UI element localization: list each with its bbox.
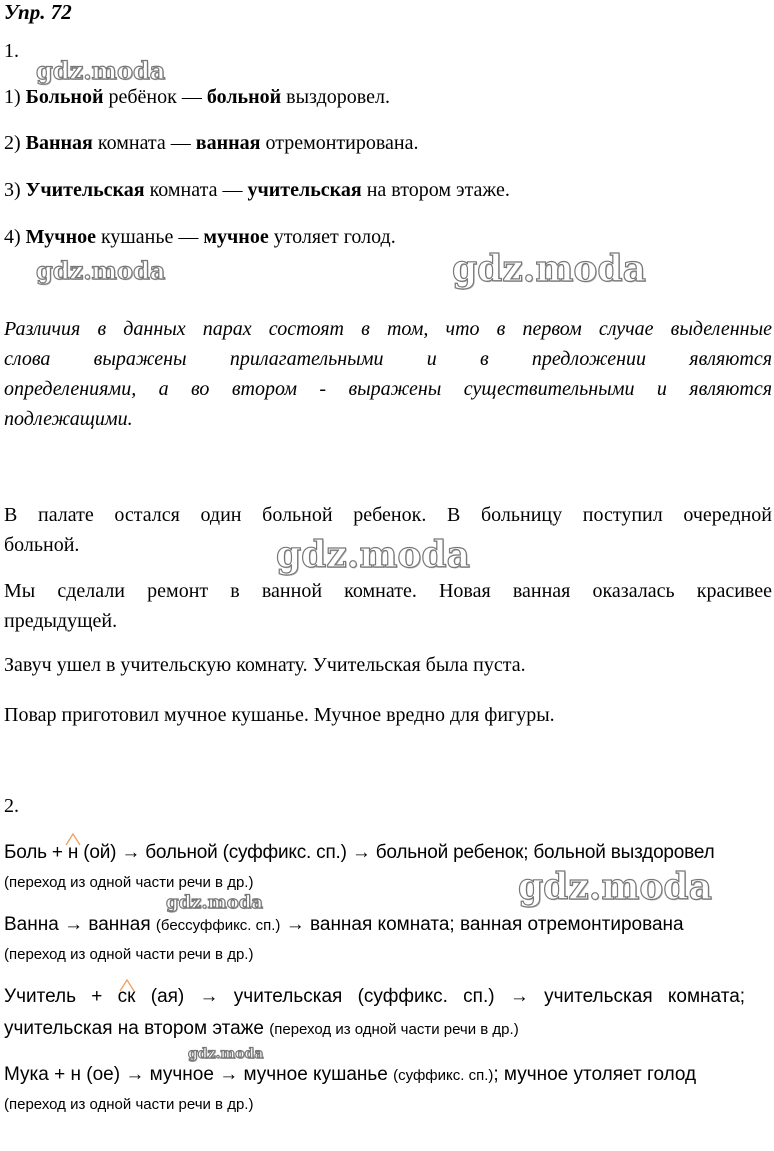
section-2-number: 2. xyxy=(4,795,19,817)
watermark: gdz.moda xyxy=(188,1046,264,1062)
derivation-row-4: Мука + н (ое) → мучное → мучное кушанье (суффикс. сп.); мучное утоляет голод xyxy=(4,1064,697,1085)
watermark: gdz.moda xyxy=(36,256,166,285)
watermark: gdz.moda xyxy=(36,56,166,85)
exercise-heading: Упр. 72 xyxy=(4,0,72,24)
derivation-note-2: (переход из одной части речи в др.) xyxy=(4,946,254,963)
watermark: gdz.moda xyxy=(452,248,646,290)
explanation-paragraph xyxy=(4,314,772,434)
example-paragraph-1: В палате остался один больной ребенок. В больницу поступил очередной больной. xyxy=(4,504,772,556)
example-paragraph-3: Завуч ушел в учительскую комнату. Учительская была пуста. xyxy=(4,654,526,676)
section-1-number: 1. xyxy=(4,40,19,62)
derivation-row-3: Учитель + ск (ая) → учительская (суффикс. сп.) → учительская комната; xyxy=(4,986,746,1007)
derivation-row-3-cont: учительская на втором этаже (переход из одной части речи в др.) xyxy=(4,1018,519,1039)
explanation-line: определениями, а во втором - выражены существительными и являются xyxy=(4,378,772,400)
pair-item-3: 3) Учительская комната — учительская на втором этаже. xyxy=(4,179,510,201)
watermark: gdz.moda xyxy=(276,534,470,576)
derivation-note-1: (переход из одной части речи в др.) xyxy=(4,874,254,891)
explanation-line: Различия в данных парах состоят в том, что в первом случае выделенные xyxy=(4,318,772,340)
pair-item-4: 4) Мучное кушанье — мучное утоляет голод. xyxy=(4,226,396,248)
pair-item-2: 2) Ванная комната — ванная отремонтирована. xyxy=(4,132,419,154)
example-paragraph-2: Мы сделали ремонт в ванной комнате. Новая ванная оказалась красивее предыдущей. xyxy=(4,580,772,632)
derivation-row-2: Ванна → ванная (бессуффикс. сп.) → ванная комната; ванная отремонтирована xyxy=(4,914,684,935)
derivation-note-4: (переход из одной части речи в др.) xyxy=(4,1096,254,1113)
derivation-row-1: Боль + н (ой) → больной (суффикс. сп.) → больной ребенок; больной выздоровел xyxy=(4,842,715,863)
watermark: gdz.moda xyxy=(166,892,263,913)
explanation-line: слова выражены прилагательными и в предложении являются xyxy=(4,348,772,370)
pair-item-1: 1) Больной ребёнок — больной выздоровел. xyxy=(4,86,390,108)
explanation-line: подлежащими. xyxy=(4,408,133,430)
example-paragraph-4: Повар приготовил мучное кушанье. Мучное вредно для фигуры. xyxy=(4,704,555,726)
watermark: gdz.moda xyxy=(518,866,712,908)
